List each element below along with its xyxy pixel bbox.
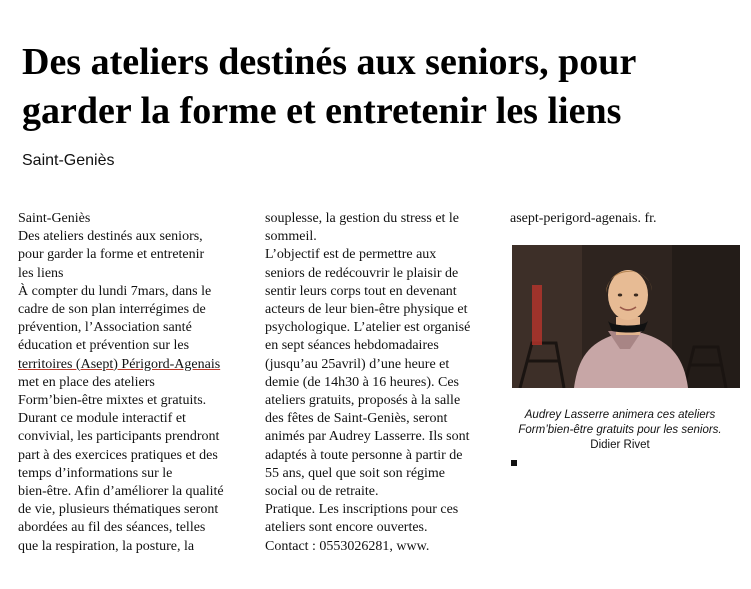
text-line: que la respiration, la posture, la	[18, 538, 195, 554]
text-line: animés par Audrey Lasserre. Ils sont	[265, 429, 470, 445]
text-line: À compter du lundi 7mars, dans le	[18, 283, 212, 299]
text-line: demie (de 14h30 à 16 heures). Ces	[265, 374, 459, 390]
text-line: sentir leurs corps tout en devenant	[265, 283, 457, 299]
text-line: pour garder la forme et entretenir	[18, 247, 205, 263]
photo-caption	[500, 408, 740, 453]
text-line: acteurs de leur bien-être physique et	[265, 302, 468, 318]
article-column-1	[18, 210, 246, 556]
text-line: Form’bien-être mixtes et gratuits.	[18, 393, 207, 409]
text-line: social ou de retraite.	[265, 484, 379, 500]
headline	[22, 38, 742, 136]
text-line: seniors de redécouvrir le plaisir de	[265, 265, 459, 281]
text-line: convivial, les participants prendront	[18, 429, 220, 445]
text-line: Contact : 0553026281, www.	[265, 538, 430, 554]
text-line: psychologique. L’atelier est organisé	[265, 320, 471, 336]
text-line: souplesse, la gestion du stress et le	[265, 211, 460, 226]
caption-line-1: Audrey Lasserre animera ces ateliers	[524, 409, 716, 421]
caption-line-2: Form’bien-être gratuits pour les seniors.	[518, 424, 722, 436]
text-line: Saint-Geniès	[18, 211, 91, 226]
text-line: adaptés à toute personne à partir de	[265, 447, 463, 463]
text-line: éducation et prévention sur les	[18, 338, 190, 354]
photo-credit: Didier Rivet	[590, 439, 650, 451]
text-line: cadre de son plan interrégimes de	[18, 302, 206, 318]
text-line: en sept séances hebdomadaires	[265, 338, 439, 354]
text-line: part à des exercices pratiques et des	[18, 447, 218, 463]
text-line: (jusqu’au 25avril) d’une heure et	[265, 356, 450, 372]
article-column-3	[510, 210, 740, 228]
text-line: bien-être. Afin d’améliorer la qualité	[18, 484, 224, 500]
text-line: prévention, l’Association santé	[18, 320, 192, 336]
text-line: de vie, plusieurs thématiques seront	[18, 502, 219, 518]
headline-line-1: Des ateliers destinés aux seniors, pour	[22, 41, 637, 83]
text-line: les liens	[18, 265, 64, 281]
end-bullet-icon	[511, 460, 517, 466]
location-label: Saint-Geniès	[22, 152, 115, 169]
headline-line-2: garder la forme et entretenir les liens	[22, 90, 622, 132]
url-line: asept-perigord-agenais. fr.	[510, 211, 657, 226]
text-line: ateliers sont encore ouvertes.	[265, 520, 428, 536]
text-line: L’objectif est de permettre aux	[265, 247, 437, 263]
text-line: abordées au fil des séances, telles	[18, 520, 206, 536]
article-photo	[512, 245, 740, 388]
text-line: sommeil.	[265, 229, 317, 245]
text-line: 55 ans, quel que soit son régime	[265, 465, 446, 481]
photo-illustration	[512, 245, 740, 388]
article-column-2	[265, 210, 487, 556]
text-line: temps d’informations sur le	[18, 465, 173, 481]
text-line: Pratique. Les inscriptions pour ces	[265, 502, 459, 518]
text-line: Des ateliers destinés aux seniors,	[18, 229, 203, 245]
text-line: met en place des ateliers	[18, 374, 155, 390]
text-line: des fêtes de Saint-Geniès, seront	[265, 411, 448, 427]
text-line: ateliers gratuits, proposés à la salle	[265, 393, 461, 409]
text-line: Durant ce module interactif et	[18, 411, 186, 427]
text-line-underlined: territoires (Asept) Périgord-Agenais	[18, 356, 221, 372]
